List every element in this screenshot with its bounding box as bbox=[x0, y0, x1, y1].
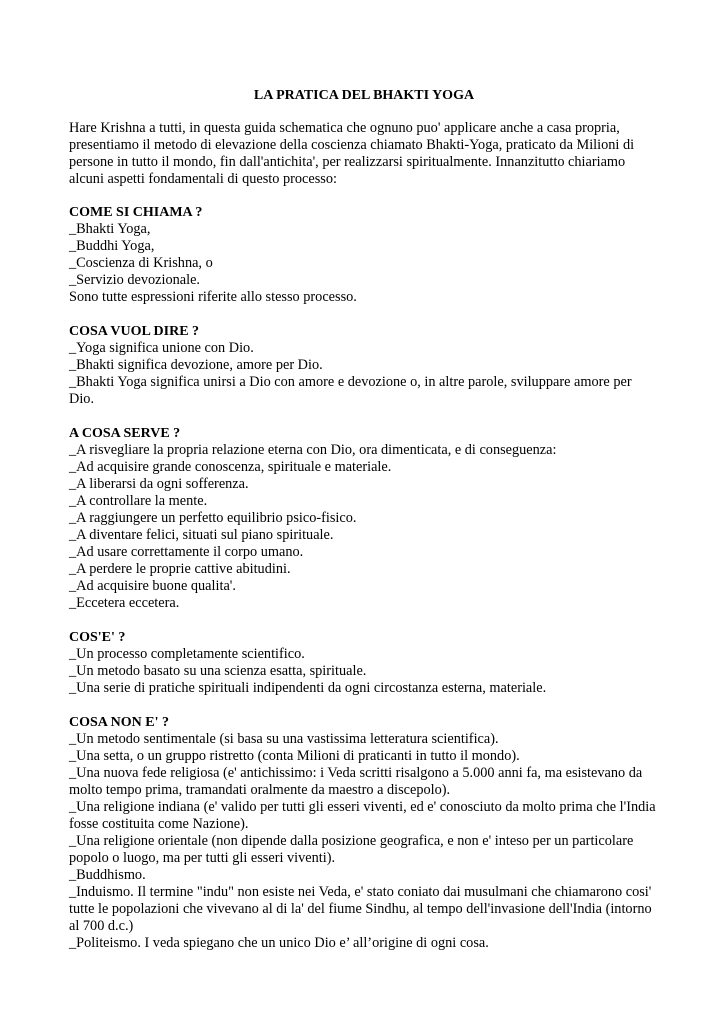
section-line: _Buddhismo. bbox=[69, 867, 146, 883]
section-line: _Bhakti Yoga significa unirsi a Dio con amore e devozione o, in altre parole, sviluppare amore per Dio. bbox=[69, 374, 632, 407]
section-line: _Induismo. Il termine "indu" non esiste nei Veda, e' stato coniato dai musulmani che chiamarono cosi' tutte le popolazioni che vivevano al di la' del fiume Sindhu, al tempo dell'invasione dell'India (intorno al 700 d.c.) bbox=[69, 884, 652, 934]
section-line: _Una setta, o un gruppo ristretto (conta Milioni di praticanti in tutto il mondo). bbox=[69, 748, 520, 764]
section-line: _A controllare la mente. bbox=[69, 493, 208, 509]
section-line: _Una nuova fede religiosa (e' antichissimo: i Veda scritti risalgono a 5.000 anni fa, ma esistevano da molto tempo prima, tramandati oralmente da maestro a discepolo). bbox=[69, 765, 643, 798]
section bbox=[69, 323, 659, 408]
section-line: Sono tutte espressioni riferite allo stesso processo. bbox=[69, 289, 357, 305]
section-heading: A COSA SERVE ? bbox=[69, 426, 181, 441]
section-line: _Yoga significa unione con Dio. bbox=[69, 340, 254, 356]
document-title: LA PRATICA DEL BHAKTI YOGA bbox=[253, 88, 475, 103]
section-line: _Un processo completamente scientifico. bbox=[69, 646, 305, 662]
section-line: _A risvegliare la propria relazione eterna con Dio, ora dimenticata, e di conseguenza: bbox=[69, 442, 557, 458]
section-line: _Coscienza di Krishna, o bbox=[69, 255, 213, 271]
section-line: _A perdere le proprie cattive abitudini. bbox=[69, 561, 291, 577]
section-line: _Bhakti Yoga, bbox=[69, 221, 151, 237]
section-line: _Un metodo basato su una scienza esatta, spirituale. bbox=[69, 663, 367, 679]
section bbox=[69, 425, 659, 612]
section-line: _A liberarsi da ogni sofferenza. bbox=[69, 476, 249, 492]
section-line: _A raggiungere un perfetto equilibrio psico-fisico. bbox=[69, 510, 357, 526]
section-line: _Una serie di pratiche spirituali indipendenti da ogni circostanza esterna, materiale. bbox=[69, 680, 547, 696]
section-heading: COME SI CHIAMA ? bbox=[69, 205, 203, 220]
section-heading: COSA VUOL DIRE ? bbox=[69, 324, 200, 339]
section-line: _Politeismo. I veda spiegano che un unico Dio e’ all’origine di ogni cosa. bbox=[69, 935, 489, 951]
sections-container bbox=[69, 204, 659, 969]
section-line: _Eccetera eccetera. bbox=[69, 595, 180, 611]
section-line: _Ad acquisire grande conoscenza, spirituale e materiale. bbox=[69, 459, 392, 475]
section-line: _Ad usare correttamente il corpo umano. bbox=[69, 544, 304, 560]
section-line: _Servizio devozionale. bbox=[69, 272, 201, 288]
section-line: _Bhakti significa devozione, amore per Dio. bbox=[69, 357, 323, 373]
section bbox=[69, 714, 659, 952]
section-heading: COS'E' ? bbox=[69, 630, 126, 645]
section-line: _Ad acquisire buone qualita'. bbox=[69, 578, 236, 594]
section-heading: COSA NON E' ? bbox=[69, 715, 169, 730]
section-line: _Un metodo sentimentale (si basa su una vastissima letteratura scientifica). bbox=[69, 731, 499, 747]
section-line: _A diventare felici, situati sul piano spirituale. bbox=[69, 527, 334, 543]
section-line: _Una religione indiana (e' valido per tutti gli esseri viventi, ed e' conosciuto da molto prima che l'India fosse costituita come Nazione). bbox=[69, 799, 656, 832]
section bbox=[69, 204, 659, 306]
section bbox=[69, 629, 659, 697]
intro-paragraph: Hare Krishna a tutti, in questa guida schematica che ognuno puo' applicare anche a casa propria, presentiamo il metodo di elevazione della coscienza chiamato Bhakti-Yoga, praticato da Milioni di persone in tutto il mondo, fin dall'antichita', per realizzarsi spiritualmente. Innanzitutto chiariamo alcuni aspetti fondamentali di questo processo: bbox=[69, 120, 635, 187]
section-line: _Una religione orientale (non dipende dalla posizione geografica, e non e' inteso per un particolare popolo o luogo, ma per tutti gli esseri viventi). bbox=[69, 833, 634, 866]
section-line: _Buddhi Yoga, bbox=[69, 238, 155, 254]
